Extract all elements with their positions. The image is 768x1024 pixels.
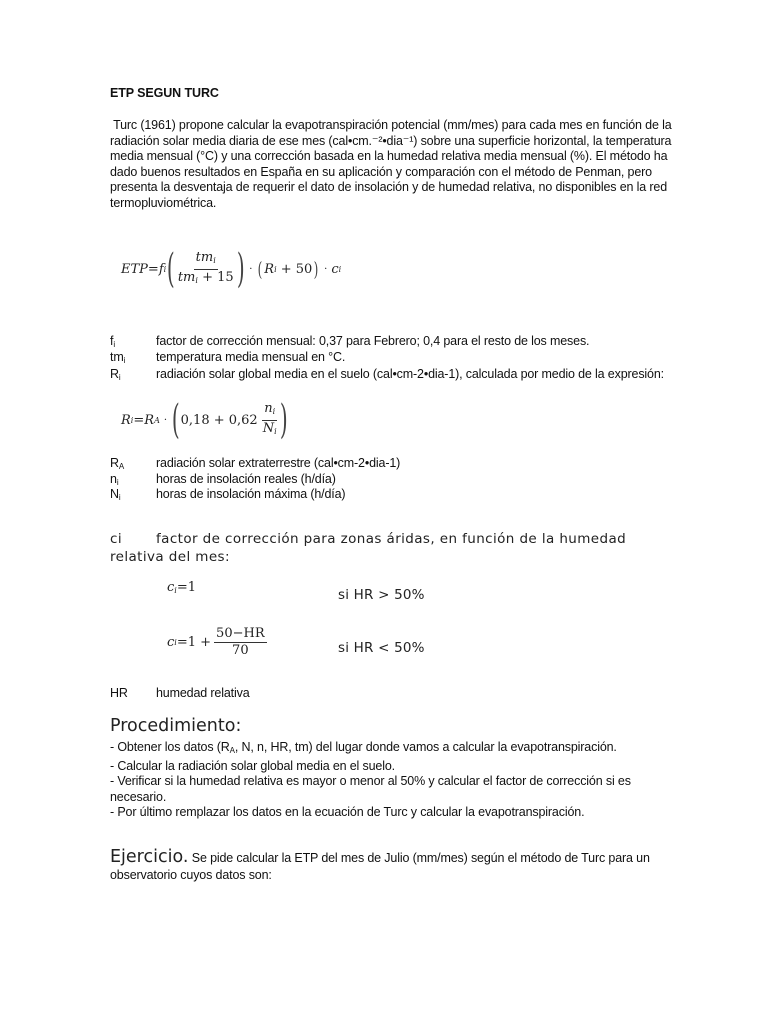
c-subscript: i xyxy=(338,264,342,274)
procedure-list xyxy=(110,740,670,821)
hr-frac-num: 50−HR xyxy=(216,625,265,641)
tm-fraction xyxy=(176,251,236,288)
intro-line: presenta la desventaja de requerir el dato de insolación y de humedad relativa, no disponibles en la red xyxy=(110,180,667,194)
frac-num-sub: i xyxy=(213,255,216,265)
ri-lhs: R xyxy=(121,412,131,428)
procedure-heading: Procedimiento: xyxy=(110,716,242,736)
ni-den-sub: i xyxy=(274,426,277,436)
procedure-item: - Por último remplazar los datos en la ecuación de Turc y calcular la evapotranspiración. xyxy=(110,805,585,819)
def-text-Ni: horas de insolación máxima (h/día) xyxy=(156,487,346,501)
ra-symbol: R xyxy=(144,412,155,428)
intro-line: termopluviométrica. xyxy=(110,195,217,210)
ni-den: N xyxy=(262,420,275,436)
ni-num: n xyxy=(264,400,273,416)
r-add: + 50 xyxy=(280,261,313,277)
page-title: ETP SEGUN TURC xyxy=(110,86,219,100)
def-symbol-ni: $n_i$ xyxy=(110,472,119,487)
procedure-item: - Calcular la radiación solar global media en el suelo. xyxy=(110,758,395,773)
ri-constants: 0,18 + 0,62 xyxy=(180,412,258,428)
ri-formula: R i = R A · ( 0,18 + 0,62 $\frac{n_i}{N_i}$ ) xyxy=(121,397,288,443)
ci-case2-condition: si HR < 50% xyxy=(338,640,425,656)
ci-text-line2: relativa del mes: xyxy=(110,549,230,565)
r-subscript: i xyxy=(274,264,277,274)
procedure-item: - Verificar si la humedad relativa es mayor o menor al 50% y calcular el factor de corrección si es xyxy=(110,774,631,788)
procedure-item: - Obtener los datos ($R_A$, N, n, HR, tm) del lugar donde vamos a calcular la evapotranspiración. xyxy=(110,740,617,755)
ci-case1-condition: si HR > 50% xyxy=(338,587,425,603)
etp-formula: ETP = f i ( $\frac{tm_i}{tm_i + 15}$ ) · ( R i + 50 ) · c i xyxy=(121,246,342,292)
def-text-ra: radiación solar extraterrestre (cal•cm-2•dia-1) xyxy=(156,456,401,470)
ci-text-line1: factor de corrección para zonas áridas, en función de la humedad xyxy=(156,531,627,547)
def-symbol-hr: HR xyxy=(110,686,128,700)
r-symbol: R xyxy=(264,261,275,277)
frac-den-sub: i xyxy=(195,275,198,285)
intro-line: radiación solar media diaria de ese mes (cal•cm.⁻²•dia⁻¹) sobre una superficie horizontal, la temperatura xyxy=(110,133,672,148)
f-subscript: i xyxy=(163,264,167,274)
exercise-line1 xyxy=(110,847,650,867)
f-symbol: f xyxy=(158,261,164,277)
intro-line: Turc (1961) propone calcular la evapotranspiración potencial (mm/mes) para cada mes en función de la xyxy=(110,118,672,132)
ri-lhs-sub: i xyxy=(130,415,134,425)
intro-line: media mensual (°C) y una corrección basada en la humedad relativa media mensual (%). El método ha xyxy=(110,149,668,163)
etp-lhs: ETP xyxy=(121,261,148,277)
def-text-ni: horas de insolación reales (h/día) xyxy=(156,472,336,486)
exercise-text: Se pide calcular la ETP del mes de Julio (mm/mes) según el método de Turc para un xyxy=(188,851,650,865)
ra-sub: A xyxy=(154,415,160,425)
hr-fraction xyxy=(214,627,267,658)
def-text-hr: humedad relativa xyxy=(156,686,250,700)
ci-case1-formula: $c_i=1$ xyxy=(167,580,197,595)
def-symbol-fi: $f_i$ xyxy=(110,334,115,349)
def-symbol-ra: $R_A$ xyxy=(110,456,125,471)
def-symbol-ri: $R_i$ xyxy=(110,367,121,382)
hr-frac-den: 70 xyxy=(232,642,249,658)
frac-den-add: + 15 xyxy=(202,269,234,285)
def-text-tmi: temperatura media mensual en °C. xyxy=(156,350,346,364)
def-text-ri: radiación solar global media en el suelo (cal•cm-2•dia-1), calculada por medio de la expresión: xyxy=(156,367,664,381)
def-text-fi: factor de corrección mensual: 0,37 para Febrero; 0,4 para el resto de los meses. xyxy=(156,334,590,348)
def-symbol-tmi: $tm_i$ xyxy=(110,350,126,365)
procedure-item: necesario. xyxy=(110,789,167,804)
ci-case2-formula: c i =1 + $\frac{50-HR}{70}$ xyxy=(167,625,265,658)
ni-num-sub: i xyxy=(272,406,276,416)
def-symbol-Ni: $N_i$ xyxy=(110,487,121,502)
frac-num: tm xyxy=(195,249,214,265)
ci-symbol: ci xyxy=(110,531,122,547)
exercise-line2: observatorio cuyos datos son: xyxy=(110,868,272,882)
c-symbol: c xyxy=(331,261,339,277)
frac-den: tm xyxy=(177,269,196,285)
ni-Ni-fraction xyxy=(261,402,279,439)
exercise-heading: Ejercicio. xyxy=(110,847,189,867)
intro-paragraph xyxy=(110,118,672,211)
intro-line: dado buenos resultados en España en su aplicación y comparación con el método de Penman, pero xyxy=(110,164,652,179)
